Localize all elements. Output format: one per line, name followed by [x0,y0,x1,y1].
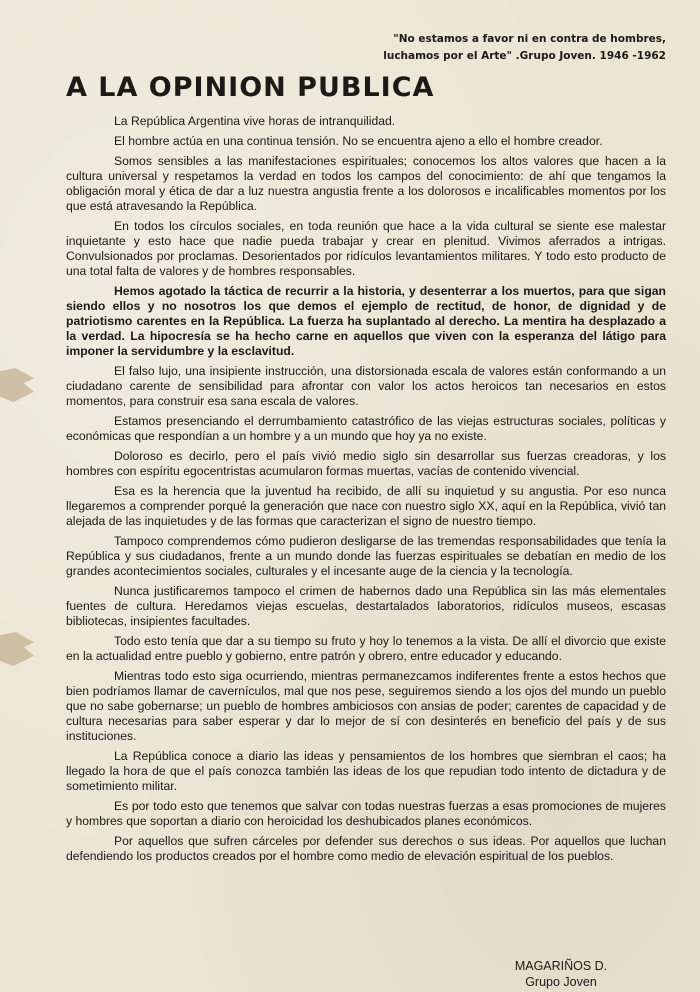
body-paragraph: Es por todo esto que tenemos que salvar con todas nuestras fuerzas a esas promociones de mujeres y hombres que soportan a diario con heroicidad los deshubicados planes económicos. [66,799,666,828]
body-paragraph: Somos sensibles a las manifestaciones espirituales; conocemos los altos valores que hacen a la cultura universal y respetamos la verdad en todos los campos del conocimiento: de ahí que tengamos la obligación moral y ética de dar a luz nuestra angustia frente a los dolorosos e incalificables momentos por los que está atravesando la República. [66,154,666,213]
torn-edge-mark [0,368,34,402]
motto-line: luchamos por el Arte" .Grupo Joven. 1946 -1962 [383,50,666,62]
signature-group: Grupo Joven [525,975,597,989]
body-paragraph: Esa es la herencia que la juventud ha recibido, de allí su inquietud y su angustia. Por eso nunca llegaremos a comprender porqué la generación que nace con nuestro siglo XX, aquí en la República, vivió tan alejada de las inquietudes y de las formas que caracterizan el signo de nuestro tiempo. [66,484,666,528]
body-paragraph: La República conoce a diario las ideas y pensamientos de los hombres que siembran el caos; ha llegado la hora de que el país conozca también las ideas de los que repudian todo intento de dictadura y de sometimiento militar. [66,749,666,793]
body-paragraph: Tampoco comprendemos cómo pudieron desligarse de las tremendas responsabilidades que tenía la República y sus ciudadanos, frente a un mundo donde las fuerzas espirituales se debatían en medio de los grandes acontecimientos sociales, culturales y el incesante auge de la ciencia y la tecnología. [66,534,666,578]
signature-name: MAGARIÑOS D. [514,959,608,973]
body-paragraph: La República Argentina vive horas de intranquilidad. [114,114,396,128]
body-paragraph: Por aquellos que sufren cárceles por defender sus derechos o sus ideas. Por aquellos que luchan defendiendo los productos creados por el hombre como medio de elevación espiritual de los pueblos. [66,834,666,863]
body-paragraph: Doloroso es decirlo, pero el país vivió medio siglo sin desarrollar sus fuerzas creadoras, y los hombres con espíritu egocentristas acumularon formas muertas, vacías de contenido vivencial. [66,449,666,478]
body-paragraph: En todos los círculos sociales, en toda reunión que hace a la vida cultural se siente ese malestar inquietante y esto hace que nadie pueda trabajar y crear en plenitud. Vivimos aferrados a intrigas. Convulsionados por proclamas. Desorientados por ridículos levantamientos militares. Y todo esto producto de una total falta de valores y de hombres responsables. [66,219,666,278]
page-title: A LA OPINION PUBLICA [66,72,435,103]
body-paragraph: El hombre actúa en una continua tensión. No se encuentra ajeno a ello el hombre creador. [114,134,603,148]
body-paragraph: Todo esto tenía que dar a su tiempo su fruto y hoy lo tenemos a la vista. De allí el divorcio que existe en la actualidad entre pueblo y gobierno, entre patrón y obrero, entre educador y educando. [66,634,666,663]
signature-block [506,958,616,990]
body-paragraph: El falso lujo, una insipiente instrucción, una distorsionada escala de valores están conformando a un ciudadano carente de sensibilidad para afrontar con valor los actos heroicos tan necesarios en estos momentos, para construir esa sana escala de valores. [66,364,666,408]
body-paragraph: Mientras todo esto siga ocurriendo, mientras permanezcamos indiferentes frente a estos hechos que bien podríamos llamar de cavernículos, mal que nos pese, seguiremos siendo a los ojos del mundo un pueblo que no sabe gobernarse; un pueblo de hombres ambiciosos con ansias de poder; carentes de capacidad y de cultura necesarias para saber esperar y dar lo mejor de sí con desinterés en beneficio del país y de sus instituciones. [66,669,666,743]
manifesto-body [66,114,666,869]
motto-line: "No estamos a favor ni en contra de hombres, [393,33,666,45]
torn-edge-mark [0,632,34,666]
body-paragraph: Hemos agotado la táctica de recurrir a la historia, y desenterrar a los muertos, para que sigan siendo ellos y no nosotros los que demos el ejemplo de rectitud, de honor, de dignidad y de patriotismo carentes en la República. La fuerza ha suplantado al derecho. La mentira ha desplazado a la verdad. La hipocresía se ha hecho carne en aquellos que viven con la esperanza del látigo para imponer la servidumbre y la esclavitud. [66,284,666,358]
motto-quote [366,31,666,65]
body-paragraph: Nunca justificaremos tampoco el crimen de habernos dado una República sin las más elementales fuentes de cultura. Heredamos viejas escuelas, destartalados laboratorios, ridículos museos, escasas bibliotecas, insipientes facultades. [66,584,666,628]
body-paragraph: Estamos presenciando el derrumbamiento catastrófico de las viejas estructuras sociales, políticas y económicas que respondían a un hombre y a un mundo que hoy ya no existe. [66,414,666,443]
